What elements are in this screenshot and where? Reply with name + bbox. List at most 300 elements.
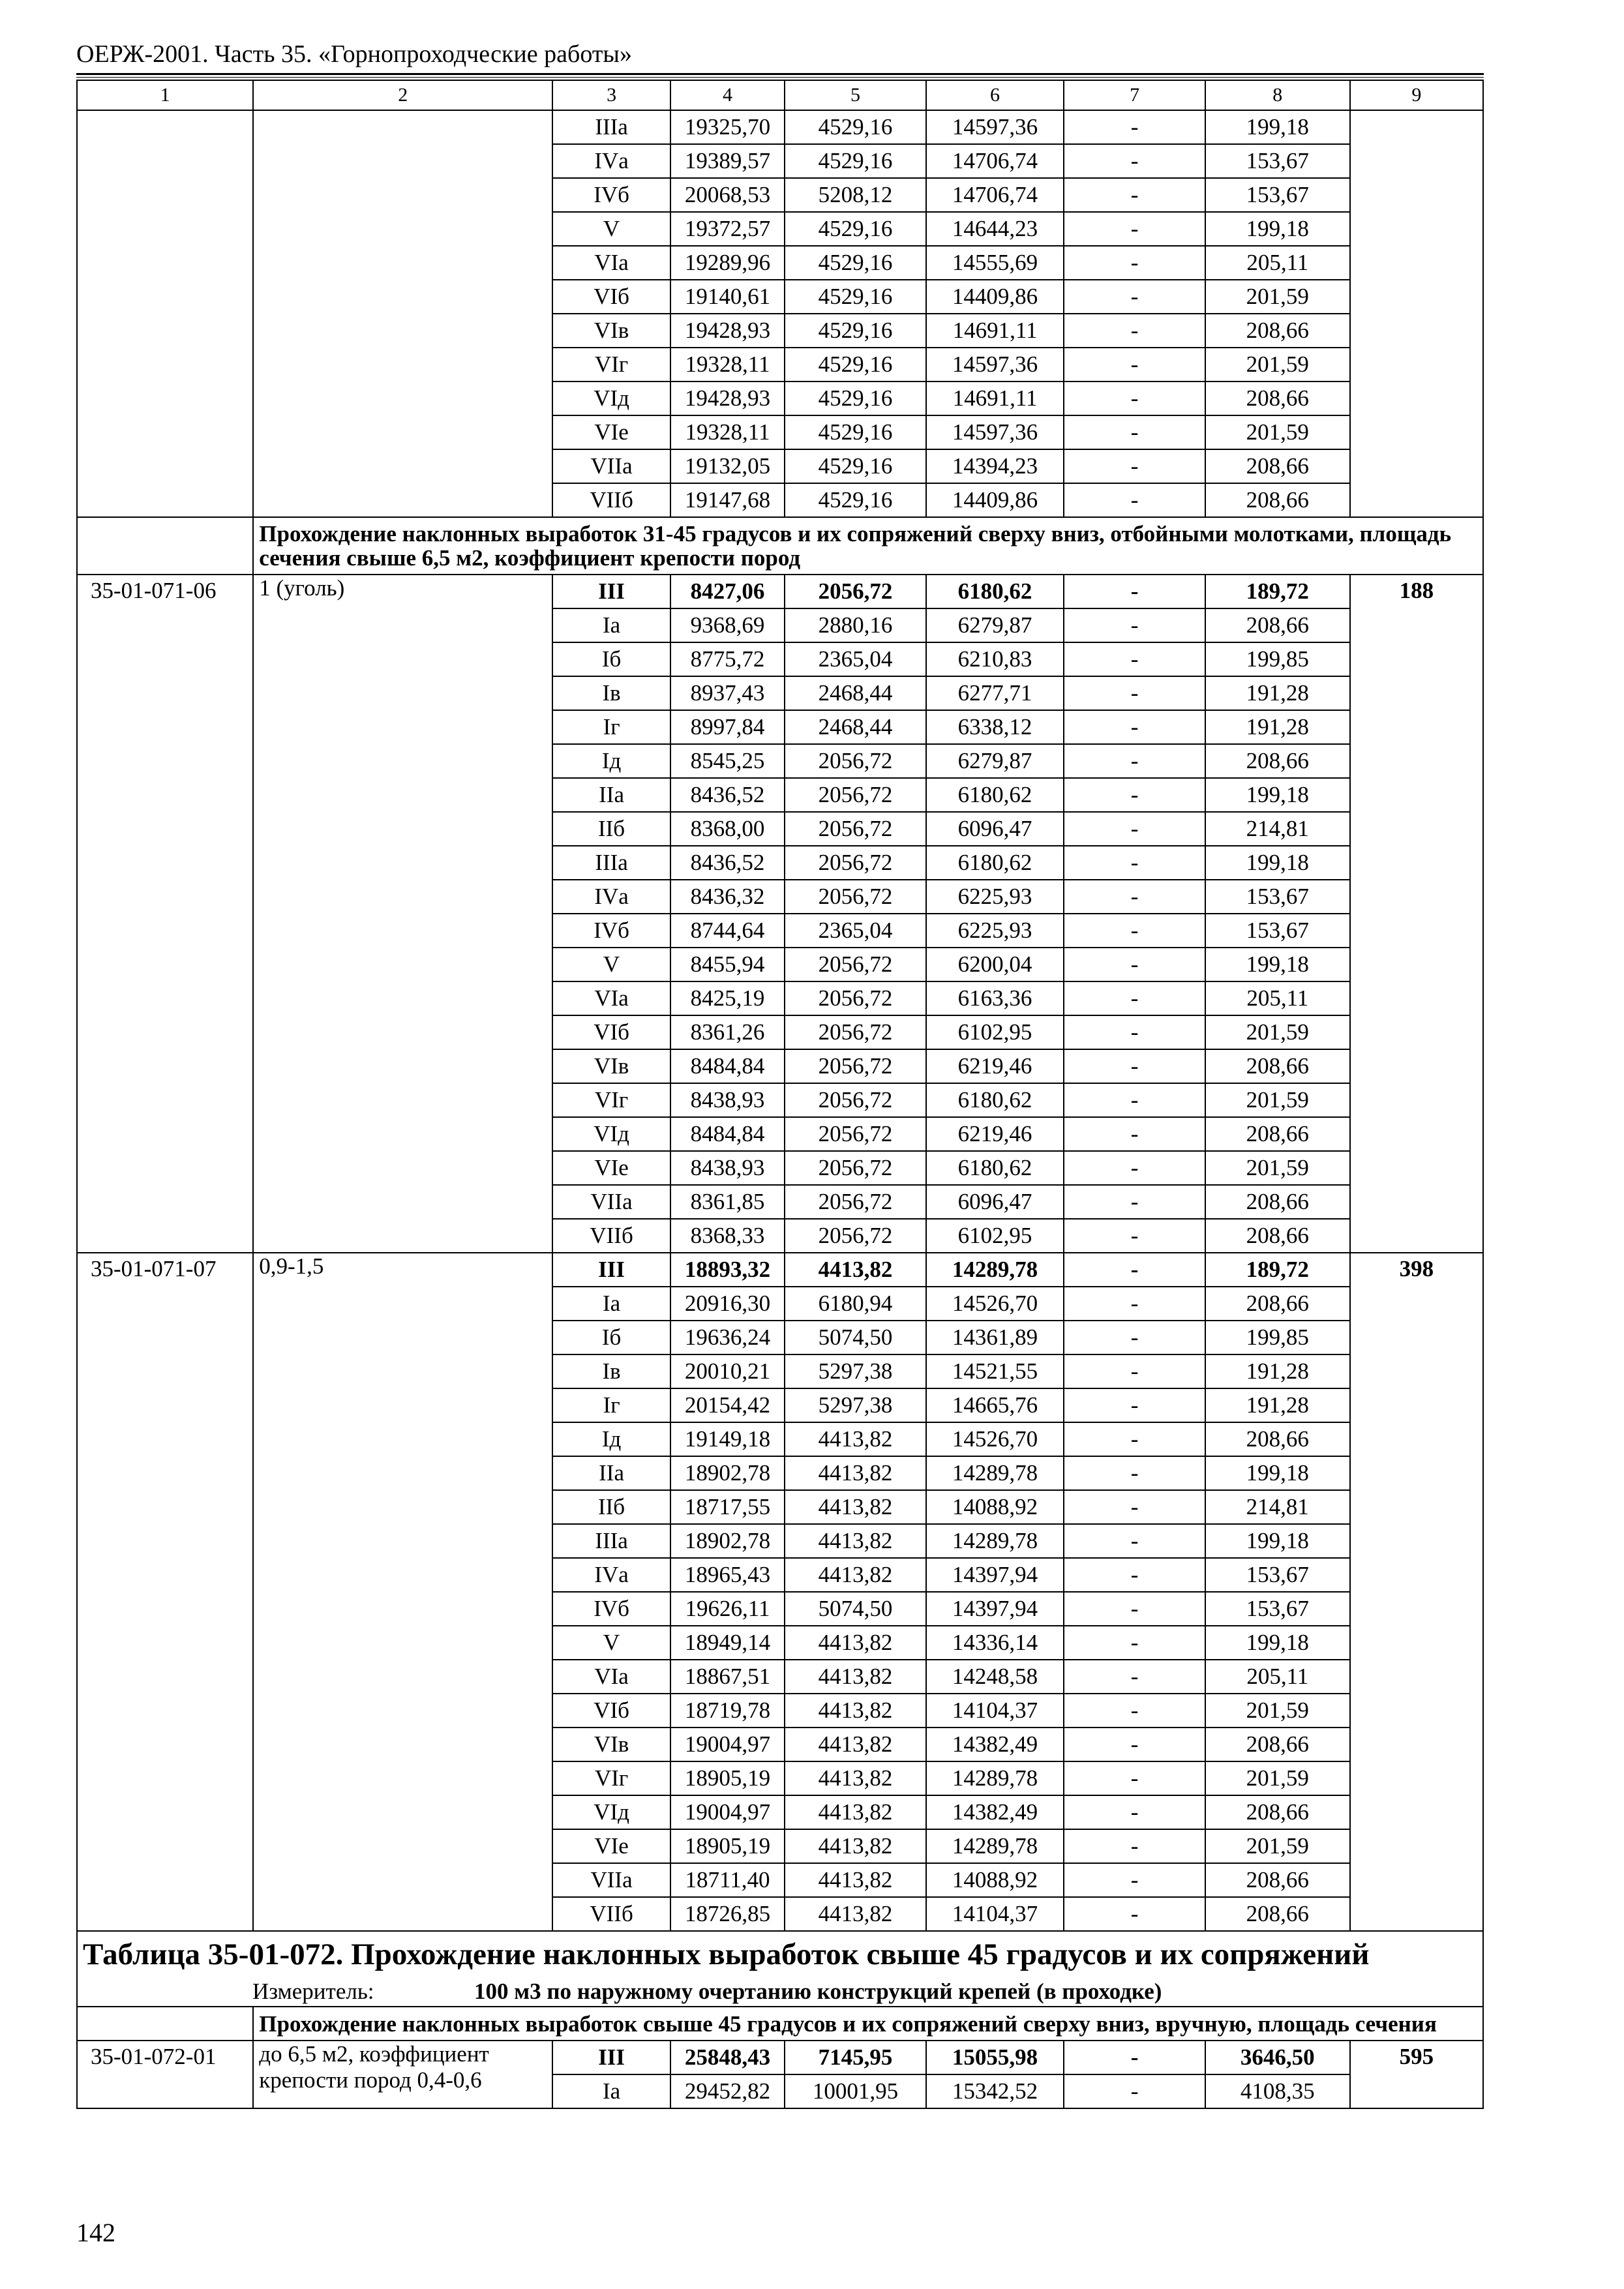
cell-materials-cost: 199,85 — [1205, 642, 1350, 676]
cell-category: VIв — [552, 314, 670, 348]
cell-machine-cost: 6096,47 — [926, 1185, 1064, 1219]
cell-total-cost: 18711,40 — [670, 1863, 785, 1897]
column-number: 1 — [77, 80, 253, 110]
cell-driver-wage: - — [1064, 1321, 1205, 1354]
cell-category: VIд — [552, 382, 670, 415]
cell-total-cost: 8484,84 — [670, 1117, 785, 1151]
cell-category: VIIб — [552, 483, 670, 517]
cell-total-cost: 18893,32 — [670, 1253, 785, 1287]
cell-machine-cost: 6219,46 — [926, 1049, 1064, 1083]
cell-driver-wage: - — [1064, 1185, 1205, 1219]
cell-materials-cost: 208,66 — [1205, 1049, 1350, 1083]
cell-driver-wage: - — [1064, 1388, 1205, 1422]
cell-materials-cost: 214,81 — [1205, 812, 1350, 846]
cell-materials-cost: 201,59 — [1205, 1151, 1350, 1185]
cell-driver-wage: - — [1064, 1253, 1205, 1287]
cell-total-cost: 19149,18 — [670, 1422, 785, 1456]
table-row — [77, 2041, 1483, 2074]
cell-labor-cost: 2468,44 — [785, 710, 926, 744]
cell-category: IIб — [552, 1490, 670, 1524]
cell-driver-wage: - — [1064, 483, 1205, 517]
cell-labor-cost: 4529,16 — [785, 382, 926, 415]
cell-materials-cost: 208,66 — [1205, 1897, 1350, 1931]
cell-materials-cost: 153,67 — [1205, 1592, 1350, 1626]
cell-driver-wage: - — [1064, 1083, 1205, 1117]
cell-category: VIг — [552, 348, 670, 382]
cell-driver-wage: - — [1064, 812, 1205, 846]
column-number: 3 — [552, 80, 670, 110]
cell-machine-cost: 14382,49 — [926, 1728, 1064, 1761]
cell-category: V — [552, 948, 670, 981]
cell-total-cost: 8368,33 — [670, 1219, 785, 1253]
cell-labor-cost: 4529,16 — [785, 314, 926, 348]
cell-driver-wage: - — [1064, 178, 1205, 212]
column-number: 9 — [1350, 80, 1483, 110]
cell-machine-cost: 14397,94 — [926, 1592, 1064, 1626]
cell-materials-cost: 191,28 — [1205, 1388, 1350, 1422]
cell-total-cost: 8438,93 — [670, 1083, 785, 1117]
cell-total-cost: 8436,32 — [670, 880, 785, 914]
cell-driver-wage: - — [1064, 1354, 1205, 1388]
cell-labor-cost: 4413,82 — [785, 1795, 926, 1829]
cell-total-cost: 19428,93 — [670, 314, 785, 348]
cell-materials-cost: 199,18 — [1205, 212, 1350, 246]
cell-machine-cost: 6279,87 — [926, 608, 1064, 642]
cell-total-cost: 18902,78 — [670, 1456, 785, 1490]
cell-labor-cost: 4413,82 — [785, 1863, 926, 1897]
cell-category: IVа — [552, 144, 670, 178]
cell-category: VIв — [552, 1728, 670, 1761]
cell-driver-wage: - — [1064, 575, 1205, 608]
cell-category: Iв — [552, 1354, 670, 1388]
rate-code: 35-01-072-01 — [77, 2041, 253, 2108]
cell-machine-cost: 14361,89 — [926, 1321, 1064, 1354]
cell-machine-cost: 6200,04 — [926, 948, 1064, 981]
cell-materials-cost: 153,67 — [1205, 178, 1350, 212]
cell-labor-cost: 10001,95 — [785, 2074, 926, 2108]
cell-labor-cost: 4529,16 — [785, 110, 926, 144]
cell-category: VIIб — [552, 1897, 670, 1931]
cell-materials-cost: 205,11 — [1205, 981, 1350, 1015]
cell-category: Iа — [552, 1287, 670, 1321]
cell-labor-cost: 4413,82 — [785, 1728, 926, 1761]
cell-total-cost: 19147,68 — [670, 483, 785, 517]
cell-category: VIа — [552, 981, 670, 1015]
cell-materials-cost: 191,28 — [1205, 676, 1350, 710]
table-row — [77, 575, 1483, 608]
cell-category: Iд — [552, 1422, 670, 1456]
cell-labor-cost: 4529,16 — [785, 348, 926, 382]
cell-machine-cost: 14289,78 — [926, 1524, 1064, 1558]
cell-category: VIа — [552, 246, 670, 280]
cell-materials-cost: 199,18 — [1205, 778, 1350, 812]
cell-category: IIа — [552, 778, 670, 812]
cell-labor-cost: 4413,82 — [785, 1829, 926, 1863]
section-heading: Прохождение наклонных выработок свыше 45 градусов и их сопряжений сверху вниз, вручную, площадь сечения — [253, 2007, 1483, 2041]
cell-total-cost: 20916,30 — [670, 1287, 785, 1321]
cell-category: III — [552, 575, 670, 608]
cell-machine-cost: 6225,93 — [926, 914, 1064, 948]
rate-code: 35-01-071-06 — [77, 575, 253, 1253]
cell-category: III — [552, 1253, 670, 1287]
cell-total-cost: 18905,19 — [670, 1761, 785, 1795]
cell-total-cost: 19004,97 — [670, 1728, 785, 1761]
cell-labor-cost: 2056,72 — [785, 1049, 926, 1083]
cell-materials-cost: 205,11 — [1205, 1660, 1350, 1694]
cell-machine-cost: 6163,36 — [926, 981, 1064, 1015]
cell-labor-cost: 4413,82 — [785, 1253, 926, 1287]
cell-labor-cost: 2056,72 — [785, 575, 926, 608]
cell-category: VIб — [552, 1015, 670, 1049]
cell-total-cost: 19132,05 — [670, 449, 785, 483]
cell-category: VIIа — [552, 1863, 670, 1897]
cell-total-cost: 25848,43 — [670, 2041, 785, 2074]
labor-hours: 595 — [1350, 2041, 1483, 2108]
cell-driver-wage: - — [1064, 2074, 1205, 2108]
cell-labor-cost: 4529,16 — [785, 483, 926, 517]
cell-driver-wage: - — [1064, 1728, 1205, 1761]
cell-materials-cost: 208,66 — [1205, 608, 1350, 642]
cell-labor-cost: 4413,82 — [785, 1456, 926, 1490]
cell-labor-cost: 4413,82 — [785, 1490, 926, 1524]
cell-total-cost: 8937,43 — [670, 676, 785, 710]
table-row — [77, 110, 1483, 144]
cell-total-cost: 19389,57 — [670, 144, 785, 178]
cell-materials-cost: 189,72 — [1205, 1253, 1350, 1287]
cell-machine-cost: 6102,95 — [926, 1219, 1064, 1253]
cell-category: Iб — [552, 1321, 670, 1354]
meter-label: Измеритель: — [252, 1979, 374, 2004]
cell-total-cost: 18905,19 — [670, 1829, 785, 1863]
rate-code: 35-01-071-07 — [77, 1253, 253, 1931]
cell-materials-cost: 201,59 — [1205, 415, 1350, 449]
cell-materials-cost: 208,66 — [1205, 1422, 1350, 1456]
cell-driver-wage: - — [1064, 1422, 1205, 1456]
cell-machine-cost: 14289,78 — [926, 1829, 1064, 1863]
cell-category: VIIб — [552, 1219, 670, 1253]
cell-category: VIа — [552, 1660, 670, 1694]
cell-driver-wage: - — [1064, 415, 1205, 449]
cell-machine-cost: 14665,76 — [926, 1388, 1064, 1422]
cell-driver-wage: - — [1064, 382, 1205, 415]
cell-machine-cost: 14397,94 — [926, 1558, 1064, 1592]
cell-machine-cost: 14248,58 — [926, 1660, 1064, 1694]
section-heading: Прохождение наклонных выработок 31-45 градусов и их сопряжений сверху вниз, отбойными молотками, площадь сечения свыше 6,5 м2, коэффициент крепости пород — [253, 517, 1483, 575]
cell-labor-cost: 2880,16 — [785, 608, 926, 642]
cell-category: Iв — [552, 676, 670, 710]
cell-category: VIв — [552, 1049, 670, 1083]
cell-driver-wage: - — [1064, 778, 1205, 812]
cell-category: IIа — [552, 1456, 670, 1490]
table-title-row — [77, 1931, 1483, 1977]
cell-driver-wage: - — [1064, 1863, 1205, 1897]
cell-total-cost: 8545,25 — [670, 744, 785, 778]
cell-machine-cost: 14521,55 — [926, 1354, 1064, 1388]
cell-total-cost: 18867,51 — [670, 1660, 785, 1694]
cell-total-cost: 19325,70 — [670, 110, 785, 144]
cell-labor-cost: 4413,82 — [785, 1626, 926, 1660]
cell-machine-cost: 14691,11 — [926, 314, 1064, 348]
cell-driver-wage: - — [1064, 676, 1205, 710]
cell-labor-cost: 2365,04 — [785, 914, 926, 948]
cell-machine-cost: 14409,86 — [926, 483, 1064, 517]
cell-labor-cost: 2056,72 — [785, 744, 926, 778]
cell-machine-cost: 15342,52 — [926, 2074, 1064, 2108]
meter-row — [77, 1977, 1483, 2007]
cell-machine-cost: 14706,74 — [926, 144, 1064, 178]
cell-category: Iа — [552, 2074, 670, 2108]
cell-machine-cost: 6180,62 — [926, 1083, 1064, 1117]
cell-labor-cost: 4413,82 — [785, 1660, 926, 1694]
cell-driver-wage: - — [1064, 280, 1205, 314]
cell-total-cost: 8438,93 — [670, 1151, 785, 1185]
cell-total-cost: 18902,78 — [670, 1524, 785, 1558]
cell-labor-cost: 6180,94 — [785, 1287, 926, 1321]
cell-driver-wage: - — [1064, 1049, 1205, 1083]
cell-machine-cost: 6180,62 — [926, 778, 1064, 812]
cell-driver-wage: - — [1064, 212, 1205, 246]
cell-driver-wage: - — [1064, 110, 1205, 144]
cell-total-cost: 8997,84 — [670, 710, 785, 744]
cell-labor-cost: 4413,82 — [785, 1694, 926, 1728]
cell-category: VIб — [552, 1694, 670, 1728]
cell-category: Iг — [552, 710, 670, 744]
cell-total-cost: 8361,85 — [670, 1185, 785, 1219]
cell-materials-cost: 191,28 — [1205, 1354, 1350, 1388]
cell-materials-cost: 189,72 — [1205, 575, 1350, 608]
cell-materials-cost: 199,18 — [1205, 1524, 1350, 1558]
cell-materials-cost: 208,66 — [1205, 1219, 1350, 1253]
cell-category: Iб — [552, 642, 670, 676]
cell-total-cost: 19626,11 — [670, 1592, 785, 1626]
cell-labor-cost: 2468,44 — [785, 676, 926, 710]
cell-machine-cost: 6096,47 — [926, 812, 1064, 846]
cell-machine-cost: 14597,36 — [926, 348, 1064, 382]
cell-labor-cost: 2056,72 — [785, 1185, 926, 1219]
cell-materials-cost: 201,59 — [1205, 1015, 1350, 1049]
cell-materials-cost: 201,59 — [1205, 280, 1350, 314]
cell-total-cost: 8368,00 — [670, 812, 785, 846]
cell-total-cost: 8744,64 — [670, 914, 785, 948]
cell-materials-cost: 208,66 — [1205, 1287, 1350, 1321]
cell-materials-cost: 4108,35 — [1205, 2074, 1350, 2108]
cell-category: VIIа — [552, 449, 670, 483]
cell-machine-cost: 14394,23 — [926, 449, 1064, 483]
cell-category: IVб — [552, 914, 670, 948]
cell-materials-cost: 208,66 — [1205, 1795, 1350, 1829]
cell-driver-wage: - — [1064, 710, 1205, 744]
cell-materials-cost: 208,66 — [1205, 1863, 1350, 1897]
cell-materials-cost: 199,85 — [1205, 1321, 1350, 1354]
cell-driver-wage: - — [1064, 1219, 1205, 1253]
cell-total-cost: 20068,53 — [670, 178, 785, 212]
cell-materials-cost: 199,18 — [1205, 110, 1350, 144]
cell-machine-cost: 14526,70 — [926, 1422, 1064, 1456]
cell-category: IVа — [552, 880, 670, 914]
cell-driver-wage: - — [1064, 2041, 1205, 2074]
cell-materials-cost: 201,59 — [1205, 1829, 1350, 1863]
cell-machine-cost: 14706,74 — [926, 178, 1064, 212]
cell-driver-wage: - — [1064, 1456, 1205, 1490]
cell-driver-wage: - — [1064, 914, 1205, 948]
cell-labor-cost: 2056,72 — [785, 1151, 926, 1185]
cell-machine-cost: 6277,71 — [926, 676, 1064, 710]
cell-category: IIIа — [552, 110, 670, 144]
header-rule — [76, 73, 1484, 75]
cell-labor-cost: 4413,82 — [785, 1761, 926, 1795]
cell-driver-wage: - — [1064, 1524, 1205, 1558]
cell-materials-cost: 153,67 — [1205, 144, 1350, 178]
cell-total-cost: 8436,52 — [670, 846, 785, 880]
cell-materials-cost: 153,67 — [1205, 1558, 1350, 1592]
cell-driver-wage: - — [1064, 314, 1205, 348]
cell-driver-wage: - — [1064, 1015, 1205, 1049]
header-rule-thin — [76, 77, 1484, 78]
cell-driver-wage: - — [1064, 1287, 1205, 1321]
cell-machine-cost: 14289,78 — [926, 1253, 1064, 1287]
cell-total-cost: 18965,43 — [670, 1558, 785, 1592]
cell-machine-cost: 6210,83 — [926, 642, 1064, 676]
column-number-row — [77, 80, 1483, 110]
cell-category: IIб — [552, 812, 670, 846]
cell-total-cost: 18949,14 — [670, 1626, 785, 1660]
cell-category: VIд — [552, 1117, 670, 1151]
section-row — [77, 2007, 1483, 2041]
cell-machine-cost: 15055,98 — [926, 2041, 1064, 2074]
cell-total-cost: 19289,96 — [670, 246, 785, 280]
cell-materials-cost: 208,66 — [1205, 483, 1350, 517]
column-number: 4 — [670, 80, 785, 110]
cell-driver-wage: - — [1064, 981, 1205, 1015]
rate-description — [253, 110, 552, 517]
cell-category: IIIа — [552, 1524, 670, 1558]
cell-total-cost: 8436,52 — [670, 778, 785, 812]
cell-driver-wage: - — [1064, 1626, 1205, 1660]
cell-category: VIг — [552, 1761, 670, 1795]
cell-machine-cost: 14104,37 — [926, 1694, 1064, 1728]
cell-category: VIIа — [552, 1185, 670, 1219]
cell-category: VIб — [552, 280, 670, 314]
cell-labor-cost: 2056,72 — [785, 1117, 926, 1151]
cell-materials-cost: 199,18 — [1205, 846, 1350, 880]
cell-category: VIе — [552, 415, 670, 449]
cell-driver-wage: - — [1064, 1117, 1205, 1151]
cell-total-cost: 8361,26 — [670, 1015, 785, 1049]
cell-machine-cost: 14644,23 — [926, 212, 1064, 246]
column-number: 8 — [1205, 80, 1350, 110]
cell-materials-cost: 208,66 — [1205, 1117, 1350, 1151]
cell-labor-cost: 5297,38 — [785, 1388, 926, 1422]
cell-total-cost: 19428,93 — [670, 382, 785, 415]
cell-labor-cost: 5297,38 — [785, 1354, 926, 1388]
cell-machine-cost: 14289,78 — [926, 1761, 1064, 1795]
cell-total-cost: 19372,57 — [670, 212, 785, 246]
cell-labor-cost: 2056,72 — [785, 846, 926, 880]
cell-materials-cost: 205,11 — [1205, 246, 1350, 280]
cell-total-cost: 8484,84 — [670, 1049, 785, 1083]
cell-total-cost: 9368,69 — [670, 608, 785, 642]
cell-materials-cost: 201,59 — [1205, 1083, 1350, 1117]
cell-total-cost: 18717,55 — [670, 1490, 785, 1524]
cell-total-cost: 20154,42 — [670, 1388, 785, 1422]
cell-labor-cost: 2056,72 — [785, 778, 926, 812]
section-row — [77, 517, 1483, 575]
cell-materials-cost: 208,66 — [1205, 1185, 1350, 1219]
cell-category: V — [552, 212, 670, 246]
cell-driver-wage: - — [1064, 246, 1205, 280]
cell-total-cost: 19004,97 — [670, 1795, 785, 1829]
cell-total-cost: 19140,61 — [670, 280, 785, 314]
column-number: 6 — [926, 80, 1064, 110]
cell-total-cost: 8425,19 — [670, 981, 785, 1015]
cell-total-cost: 29452,82 — [670, 2074, 785, 2108]
cell-total-cost: 8427,06 — [670, 575, 785, 608]
cell-materials-cost: 201,59 — [1205, 348, 1350, 382]
cell-materials-cost: 208,66 — [1205, 449, 1350, 483]
cell-materials-cost: 201,59 — [1205, 1694, 1350, 1728]
cell-machine-cost: 6180,62 — [926, 846, 1064, 880]
cell-labor-cost: 4413,82 — [785, 1524, 926, 1558]
cell-machine-cost: 14526,70 — [926, 1287, 1064, 1321]
cell-machine-cost: 14382,49 — [926, 1795, 1064, 1829]
cell-machine-cost: 14597,36 — [926, 110, 1064, 144]
cell-machine-cost: 14336,14 — [926, 1626, 1064, 1660]
cell-machine-cost: 14597,36 — [926, 415, 1064, 449]
section-spacer — [77, 517, 253, 575]
cell-materials-cost: 208,66 — [1205, 314, 1350, 348]
labor-hours — [1350, 110, 1483, 517]
cell-labor-cost: 4413,82 — [785, 1558, 926, 1592]
cell-total-cost: 19328,11 — [670, 415, 785, 449]
cell-materials-cost: 208,66 — [1205, 744, 1350, 778]
rate-description: 0,9-1,5 — [253, 1253, 552, 1931]
cell-driver-wage: - — [1064, 144, 1205, 178]
cell-materials-cost: 153,67 — [1205, 880, 1350, 914]
cell-labor-cost: 7145,95 — [785, 2041, 926, 2074]
cell-total-cost: 18719,78 — [670, 1694, 785, 1728]
cell-driver-wage: - — [1064, 608, 1205, 642]
cell-materials-cost: 153,67 — [1205, 914, 1350, 948]
table-row — [77, 1253, 1483, 1287]
cell-driver-wage: - — [1064, 1761, 1205, 1795]
cell-labor-cost: 4413,82 — [785, 1897, 926, 1931]
cell-driver-wage: - — [1064, 846, 1205, 880]
cell-labor-cost: 2056,72 — [785, 880, 926, 914]
page-header-title: ОЕРЖ-2001. Часть 35. «Горнопроходческие работы» — [76, 40, 632, 68]
cell-total-cost: 20010,21 — [670, 1354, 785, 1388]
rate-code — [77, 110, 253, 517]
cell-labor-cost: 2056,72 — [785, 1219, 926, 1253]
cell-category: VIе — [552, 1151, 670, 1185]
cell-machine-cost: 6180,62 — [926, 575, 1064, 608]
cell-driver-wage: - — [1064, 1490, 1205, 1524]
meter-value: 100 м3 по наружному очертанию конструкций крепей (в проходке) — [474, 1979, 1162, 2004]
cell-labor-cost: 2365,04 — [785, 642, 926, 676]
cell-driver-wage: - — [1064, 744, 1205, 778]
cell-machine-cost: 6225,93 — [926, 880, 1064, 914]
meter-cell — [77, 1977, 1483, 2007]
cell-machine-cost: 14104,37 — [926, 1897, 1064, 1931]
cell-driver-wage: - — [1064, 1558, 1205, 1592]
cell-category: IVб — [552, 1592, 670, 1626]
cell-driver-wage: - — [1064, 1660, 1205, 1694]
cell-driver-wage: - — [1064, 1795, 1205, 1829]
cell-category: III — [552, 2041, 670, 2074]
cell-labor-cost: 4529,16 — [785, 246, 926, 280]
cell-materials-cost: 199,18 — [1205, 948, 1350, 981]
rate-description: до 6,5 м2, коэффициент крепости пород 0,4-0,6 — [253, 2041, 552, 2108]
cell-materials-cost: 199,18 — [1205, 1626, 1350, 1660]
